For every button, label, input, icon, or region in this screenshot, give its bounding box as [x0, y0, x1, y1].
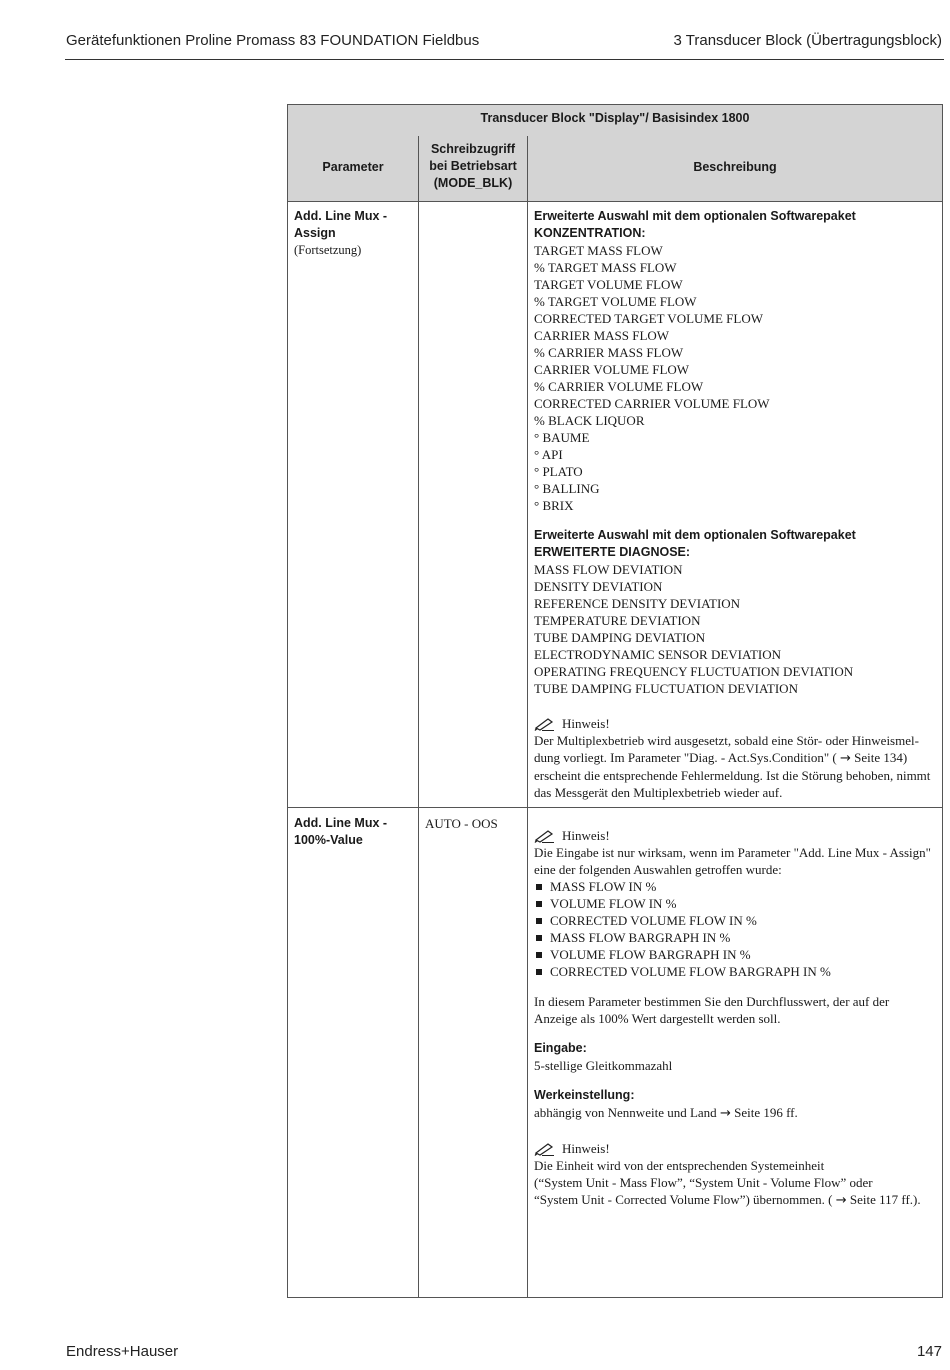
list-item: % BLACK LIQUOR [534, 413, 645, 428]
list-item: CORRECTED TARGET VOLUME FLOW [534, 311, 763, 326]
list-item: TUBE DAMPING FLUCTUATION DEVIATION [534, 681, 798, 696]
list-item: ° BRIX [534, 498, 574, 513]
table-header [288, 105, 942, 202]
list-item: % CARRIER VOLUME FLOW [534, 379, 704, 394]
row2-access: AUTO - OOS [425, 816, 498, 831]
bullet-square-icon [536, 952, 542, 958]
footer-brand: Endress+Hauser [66, 1343, 179, 1360]
arrow-right-icon: → [835, 1193, 847, 1208]
note-heading: Hinweis! [534, 1140, 939, 1157]
arrow-right-icon: → [719, 1106, 731, 1121]
list-item: CARRIER MASS FLOW [534, 328, 670, 343]
pencil-icon [534, 717, 556, 731]
list-item: REFERENCE DENSITY DEVIATION [534, 596, 741, 611]
bullet-square-icon [536, 918, 542, 924]
row-divider [288, 807, 942, 808]
list-item: ° API [534, 447, 563, 462]
list-item: VOLUME FLOW IN % [534, 895, 939, 912]
page-number: 147 [916, 1343, 942, 1360]
concentration-options [534, 242, 939, 514]
list-item: MASS FLOW BARGRAPH IN % [534, 929, 939, 946]
list-item: % CARRIER MASS FLOW [534, 345, 684, 360]
list-item: TEMPERATURE DEVIATION [534, 613, 701, 628]
list-item: CORRECTED VOLUME FLOW BARGRAPH IN % [534, 963, 939, 980]
bullet-square-icon [536, 935, 542, 941]
list-item: ° PLATO [534, 464, 583, 479]
list-item: % TARGET MASS FLOW [534, 260, 677, 275]
list-item: % TARGET VOLUME FLOW [534, 294, 697, 309]
column-header-parameter: Parameter [322, 160, 384, 174]
factory-setting-label: Werkeinstellung: [534, 1088, 635, 1102]
column-header-description: Beschreibung [693, 160, 777, 174]
pencil-icon [534, 829, 556, 843]
list-item: ELECTRODYNAMIC SENSOR DEVIATION [534, 647, 781, 662]
list-item: TARGET MASS FLOW [534, 243, 663, 258]
list-item: CORRECTED VOLUME FLOW IN % [534, 912, 939, 929]
list-item: TUBE DAMPING DEVIATION [534, 630, 706, 645]
list-item: MASS FLOW IN % [534, 878, 939, 895]
input-value: 5-stellige Gleitkommazahl [534, 1058, 673, 1073]
list-item: CARRIER VOLUME FLOW [534, 362, 690, 377]
header-title: Gerätefunktionen Proline Promass 83 FOUNDATION Fieldbus [66, 32, 480, 49]
list-item: ° BAUME [534, 430, 590, 445]
diagnosis-options [534, 561, 939, 697]
row1-parameter: Add. Line Mux - Assign (Fortsetzung) [294, 209, 388, 257]
page-reference: Seite 196 ff. [734, 1105, 798, 1120]
page-reference: Seite 117 ff.). [849, 1192, 921, 1207]
arrow-right-icon: → [839, 751, 851, 766]
bullet-square-icon [536, 901, 542, 907]
header-rule [65, 59, 944, 60]
pencil-icon [534, 1142, 556, 1156]
column-divider [527, 136, 528, 1298]
note-heading: Hinweis! [534, 715, 939, 732]
factory-setting-value: abhängig von Nennweite und Land [534, 1105, 717, 1120]
bullet-square-icon [536, 884, 542, 890]
header-chapter: 3 Transducer Block (Übertragungsblock) [673, 32, 942, 49]
page-reference: Seite 134) [854, 750, 908, 765]
column-divider [418, 136, 419, 1298]
list-item: ° BALLING [534, 481, 600, 496]
column-header-access: Schreibzugriff bei Betriebsart (MODE_BLK) [429, 142, 517, 190]
note-heading: Hinweis! [534, 827, 939, 844]
assign-options-list [534, 878, 939, 980]
row1-description: Erweiterte Auswahl mit dem optionalen Softwarepaket KONZENTRATION: TARGET MASS FLOW % TARGET MASS FLOW TARGET VOLUME FLOW % TARGET VOLUME FLOW CORRECTED TARGET VOLUME FLOW CARRIER MASS FLOW % CARRIER MASS FLOW CARRIER VOLUME FLOW % CARRIER VOLUME FLOW CORRECTED CARRIER VOLUME FLOW % BLACK LIQUOR ° BAUME ° API ° PLATO ° BALLING ° BRIX Erweiterte Auswahl mit dem optionalen Softwarepaket ERWEITERTE DIAGNOSE: MASS FLOW DEVIATION DENSITY DEVIATION REFERENCE DENSITY DEVIATION TEMPERATURE DEVIATION TUBE DAMPING DEVIATION ELECTRODYNAMIC SENSOR DEVIATION OPERATING FREQUENCY FLUCTUATION DEVIATION TUBE DAMPING FLUCTUATION DEVIATION Hinweis! Der Multiplexbetrieb wird ausgesetzt, sobald eine Stör- oder Hinweismel- dung vorliegt. Im Parameter "Diag. - Act.Sys.Condition" ( → Seite 134) erscheint die entsprechende Fehlermeldung. Ist die Störung behoben, nimmt das Messgerät den Multiplexbetrieb wieder auf. [534, 208, 939, 801]
transducer-table [287, 104, 943, 1298]
list-item: CORRECTED CARRIER VOLUME FLOW [534, 396, 770, 411]
row2-parameter: Add. Line Mux - 100%-Value [294, 816, 388, 847]
list-item: DENSITY DEVIATION [534, 579, 663, 594]
list-item: TARGET VOLUME FLOW [534, 277, 683, 292]
table-title: Transducer Block "Display"/ Basisindex 1800 [480, 111, 750, 125]
list-item: OPERATING FREQUENCY FLUCTUATION DEVIATION [534, 664, 854, 679]
bullet-square-icon [536, 969, 542, 975]
input-label: Eingabe: [534, 1041, 587, 1055]
row2-description: Hinweis! Die Eingabe ist nur wirksam, wenn im Parameter "Add. Line Mux - Assign" eine der folgenden Auswahlen getroffen wurde: MASS FLOW IN % VOLUME FLOW IN % CORRECTED VOLUME FLOW IN % MASS FLOW BARGRAPH IN % VOLUME FLOW BARGRAPH IN % CORRECTED VOLUME FLOW BARGRAPH IN % In diesem Parameter bestimmen Sie den Durchflusswert, der auf der Anzeige als 100% Wert dargestellt werden soll. Eingabe: 5-stellige Gleitkommazahl Werkeinstellung: abhängig von Nennweite und Land → Seite 196 ff. Hinweis! Die Einheit wird von der entsprechenden Systemeinheit (“System Unit - Mass Flow”, “System Unit - Volume Flow” oder “System Unit - Corrected Volume Flow”) übernommen. ( → Seite 117 ff.). [534, 827, 939, 1209]
list-item: MASS FLOW DEVIATION [534, 562, 683, 577]
list-item: VOLUME FLOW BARGRAPH IN % [534, 946, 939, 963]
